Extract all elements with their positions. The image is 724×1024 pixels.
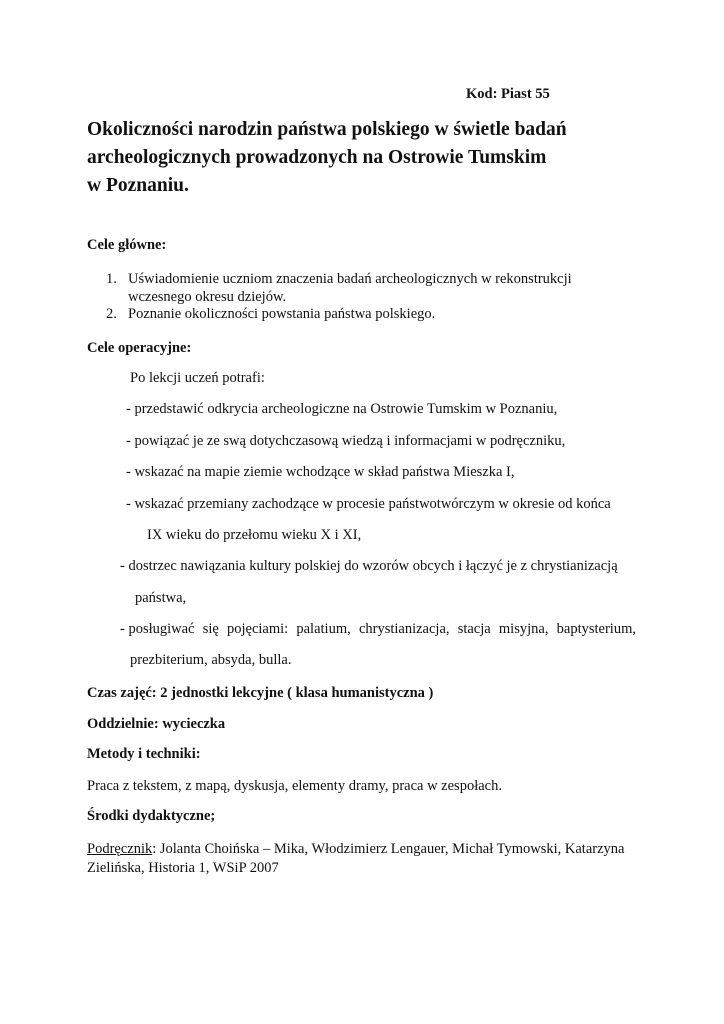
operational-goal-item-cont: państwa, (135, 590, 187, 606)
main-goal-1-text-cont: wczesnego okresu dziejów. (128, 289, 287, 305)
resources-heading: Środki dydaktyczne; (87, 808, 216, 824)
class-time: Czas zajęć: 2 jednostki lekcyjne ( klasa humanistyczna ) (87, 685, 434, 701)
word: chrystianizacja, (358, 621, 450, 637)
operational-goals-heading: Cele operacyjne: (87, 340, 192, 356)
operational-goals-intro: Po lekcji uczeń potrafi: (130, 370, 265, 386)
document-title-line-3: w Poznaniu. (87, 175, 189, 196)
word: palatium, (296, 621, 351, 637)
word: - posługiwać (120, 621, 195, 637)
word: pojęciami: (226, 621, 289, 637)
resources-textbook-line-1 (87, 841, 624, 858)
operational-goal-item: - wskazać na mapie ziemie wchodzące w skład państwa Mieszka I, (126, 464, 515, 480)
main-goal-2-text: Poznanie okoliczności powstania państwa polskiego. (128, 306, 436, 322)
separately-note: Oddzielnie: wycieczka (87, 716, 226, 732)
word: baptysterium, (556, 621, 636, 637)
document-title-line-2: archeologicznych prowadzonych na Ostrowie Tumskim (87, 147, 547, 168)
main-goal-1-text: Uświadomienie uczniom znaczenia badań archeologicznych w rekonstrukcji (128, 271, 572, 287)
operational-goal-item-justified (120, 621, 636, 638)
operational-goal-item: - dostrzec nawiązania kultury polskiej do wzorów obcych i łączyć je z chrystianizacją (120, 558, 618, 574)
operational-goal-item: - powiązać je ze swą dotychczasową wiedzą i informacjami w podręczniku, (126, 433, 566, 449)
textbook-label: Podręcznik (87, 841, 153, 857)
main-goal-2-number: 2. (106, 306, 117, 322)
word: stacja (457, 621, 491, 637)
operational-goal-item-cont: IX wieku do przełomu wieku X i XI, (147, 527, 362, 543)
operational-goal-item-cont: prezbiterium, absyda, bulla. (130, 652, 292, 668)
word: misyjna, (498, 621, 549, 637)
resources-textbook-line-2: Zielińska, Historia 1, WSiP 2007 (87, 860, 279, 876)
word: się (202, 621, 219, 637)
methods-text: Praca z tekstem, z mapą, dyskusja, elementy dramy, praca w zespołach. (87, 778, 502, 794)
operational-goal-item: - przedstawić odkrycia archeologiczne na Ostrowie Tumskim w Poznaniu, (126, 401, 558, 417)
main-goals-heading: Cele główne: (87, 237, 167, 253)
main-goal-1-number: 1. (106, 271, 117, 287)
document-title-line-1: Okoliczności narodzin państwa polskiego w świetle badań (87, 119, 567, 140)
operational-goal-item: - wskazać przemiany zachodzące w procesie państwotwórczym w okresie od końca (126, 496, 611, 512)
document-code: Kod: Piast 55 (466, 86, 550, 102)
methods-heading: Metody i techniki: (87, 746, 201, 762)
textbook-authors: : Jolanta Choińska – Mika, Włodzimierz Lengauer, Michał Tymowski, Katarzyna (152, 841, 625, 857)
